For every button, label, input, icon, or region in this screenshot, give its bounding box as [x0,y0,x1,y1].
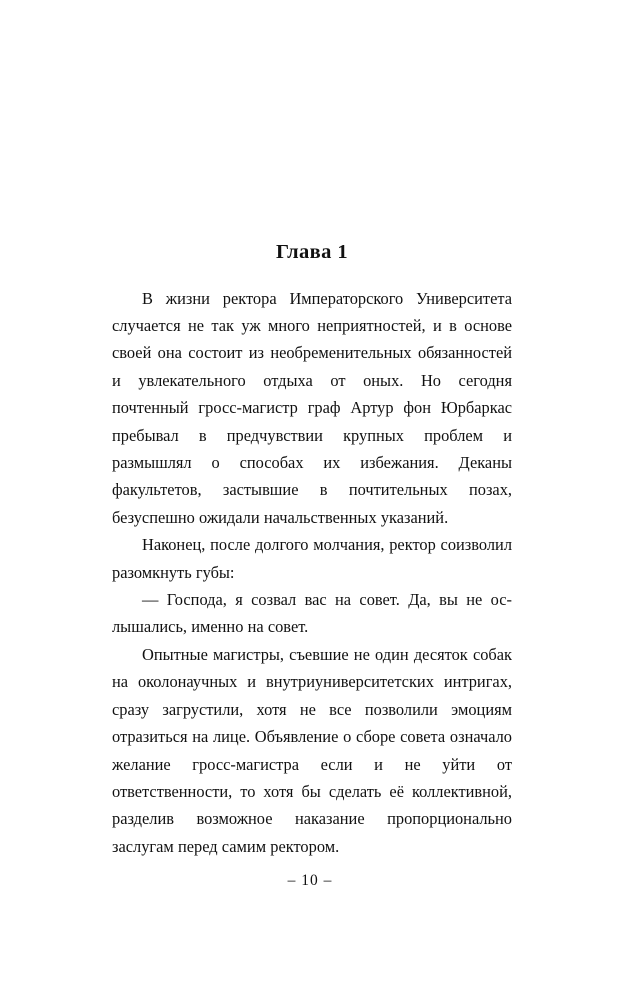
text-column [112,240,512,860]
body-paragraph: В жизни ректора Императорского Университета случается не так уж много неприятностей, и в основе своей она состоит из необременительных обязанностей и увлекательного отдыха от оных. Но сегодня почтенный гросс-магистр граф Артур фон Юрбаркас пребывал в предчувствии крупных проблем и размышлял о способах их избежания. Деканы факультетов, застывшие в почтительных позах, безуспешно ожидали начальственных указаний. [112,288,512,527]
dialogue-paragraph: — Господа, я созвал вас на совет. Да, вы не ослышались, именно на совет. [112,590,512,637]
chapter-title: Глава 1 [276,241,348,263]
body-paragraph: Наконец, после долгого молчания, ректор соизволил разомкнуть губы: [112,535,512,582]
page-number: – 10 – [287,872,333,889]
body-paragraph: Опытные магистры, съевшие не один десяток собак на околонаучных и внутриуниверситетских интригах, сразу загрустили, хотя не все позволили эмоциям отразиться на лице. Объявление о сборе совета означало желание гросс-магистра если и не уйти от ответственности, то хотя бы сделать её коллективной, разделив возможное наказание пропорционально заслугам перед самим ректором. [112,644,512,856]
